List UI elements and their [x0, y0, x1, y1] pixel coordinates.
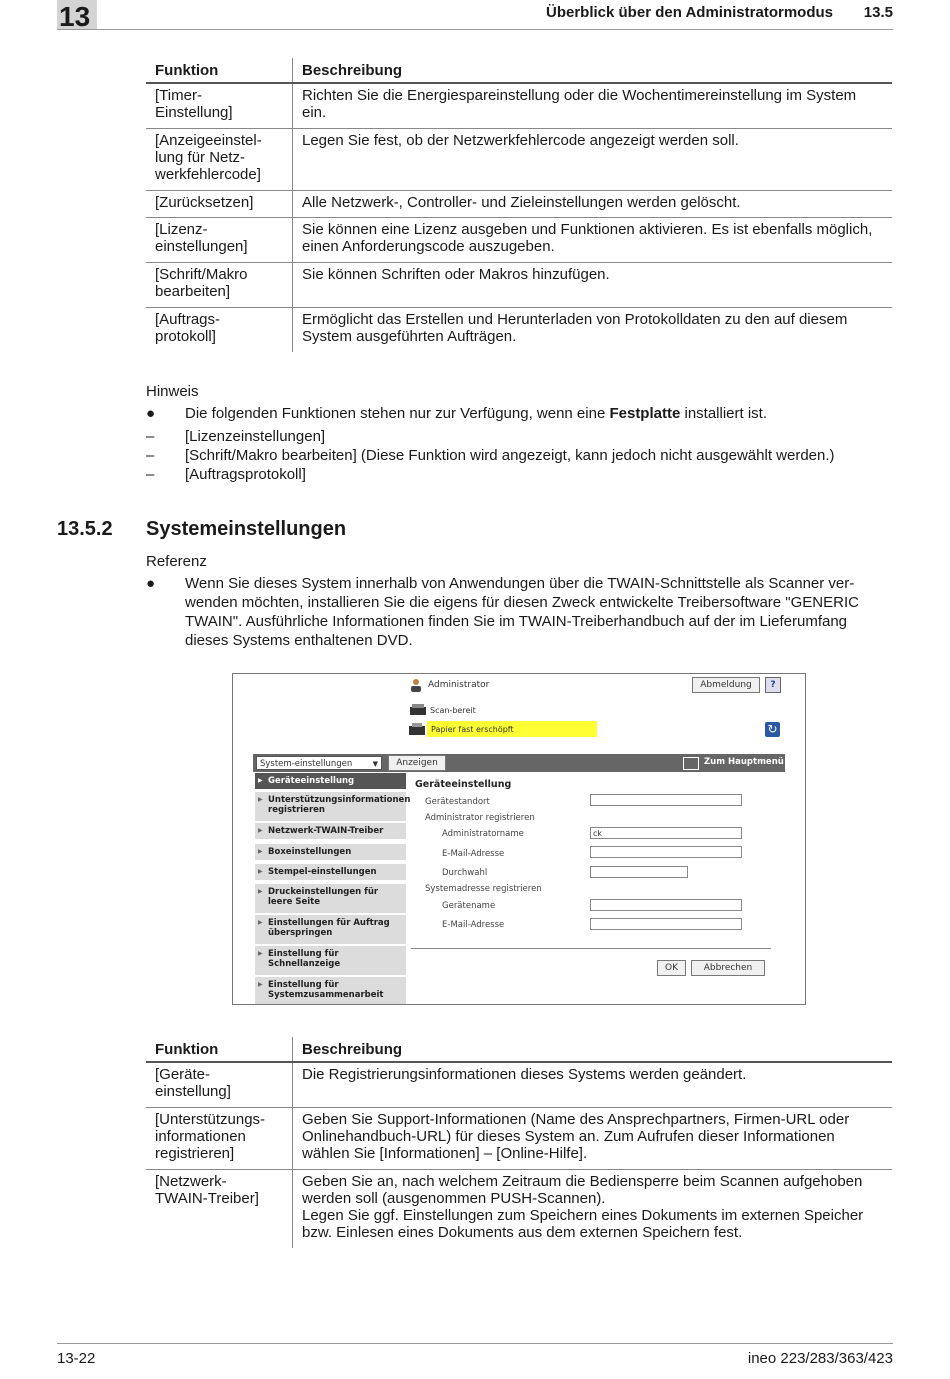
web-ui-screenshot: [232, 673, 806, 1005]
label-system-address: Systemadresse registrieren: [425, 884, 542, 894]
table-row: [Unterstützungs- informationen registrieren] Geben Sie Support-Informationen (Name des Ansprechpartners, Firmen-URL oder Onlinehandbuch-URL) für dieses System an. Zum Aufrufen dieser Informationen wählen Sie [Informationen] – [Online-Hilfe].: [146, 1107, 892, 1169]
bullet-icon: ●: [146, 405, 156, 422]
dash-icon: –: [146, 428, 155, 445]
header-section: 13.5: [863, 4, 893, 21]
help-icon[interactable]: ?: [765, 677, 781, 693]
printer-warning-icon: [408, 722, 426, 736]
col-header-function: Funktion: [146, 1037, 293, 1062]
note-dash-item: [Lizenzeinstellungen]: [185, 428, 326, 445]
section-number: 13.5.2: [57, 518, 113, 540]
device-name-field[interactable]: [590, 899, 742, 911]
label-admin-name: Administratorname: [442, 829, 524, 839]
reference-text: Wenn Sie dieses System innerhalb von Anwendungen über die TWAIN-Schnittstelle als Scanner ver- wenden möchten, installieren Sie die eigens für diesen Zweck entwickelte Treibersoftware "GENERIC TWAIN". Ausführliche Informationen finden Sie im TWAIN-Treiberhandbuch auf der im Lieferumfang dieses Systems enthaltenen DVD.: [185, 575, 859, 649]
nav-item-job-skip[interactable]: ▶ Einstellungen für Auftrag überspringen: [255, 915, 406, 945]
cancel-button[interactable]: Abbrechen: [691, 960, 765, 976]
reference-title: Referenz: [146, 553, 207, 570]
label-email-2: E-Mail-Adresse: [442, 920, 505, 930]
header-rule: [57, 29, 893, 30]
header-title: Überblick über den Administratormodus: [546, 4, 833, 21]
note-dash-item: [Schrift/Makro bearbeiten] (Diese Funktion wird angezeigt, kann jedoch nicht ausgewählt werden.): [185, 447, 835, 464]
label-device-name: Gerätename: [442, 901, 496, 911]
col-header-description: Beschreibung: [293, 1037, 893, 1062]
show-button[interactable]: Anzeigen: [388, 755, 446, 771]
table-row: [Lizenz- einstellungen] Sie können eine Lizenz ausgeben und Funktionen aktivieren. Es ist ebenfalls möglich, einen Anforderungscode auszugeben.: [146, 217, 892, 262]
dash-icon: –: [146, 447, 155, 464]
nav-item-support-info[interactable]: ▶ Unterstützungsinformationen registrieren: [255, 792, 406, 822]
table-row: [Zurücksetzen] Alle Netzwerk-, Controller- und Zieleinstellungen werden gelöscht.: [146, 190, 892, 217]
email-field[interactable]: [590, 846, 742, 858]
page-number: 13-22: [57, 1350, 96, 1367]
admin-name-field[interactable]: ck: [590, 827, 742, 839]
chapter-number: 13: [57, 0, 97, 30]
table-row: [Timer- Einstellung] Richten Sie die Energiespareinstellung oder die Wochentimereinstellung im System ein.: [146, 83, 892, 128]
nav-item-system-cooperation[interactable]: ▶ Einstellung für Systemzusammenarbeit: [255, 977, 406, 1005]
function-table-2: [146, 1037, 892, 1248]
main-menu-link[interactable]: Zum Hauptmenü: [704, 757, 784, 767]
section-title: Systemeinstellungen: [146, 518, 347, 540]
label-location: Gerätestandort: [425, 797, 490, 807]
table-row: [Netzwerk- TWAIN-Treiber] Geben Sie an, nach welchem Zeitraum die Bediensperre beim Scannen aufgehoben werden soll (ausgenommen PUSH-Scannen). Legen Sie ggf. Einstellungen zum Speichern eines Dokuments im externen Speicher bzw. Einlesen eines Dokuments aus dem externen Speichern fest.: [146, 1169, 892, 1248]
table-row: [Auftrags- protokoll] Ermöglicht das Erstellen und Herunterladen von Protokolldaten zu den auf diesem System ausgeführten Aufträgen.: [146, 307, 892, 352]
table-row: [Geräte- einstellung] Die Registrierungsinformationen dieses Systems werden geändert.: [146, 1062, 892, 1107]
location-field[interactable]: [590, 794, 742, 806]
label-admin-register: Administrator registrieren: [425, 813, 535, 823]
note-bullet: Die folgenden Funktionen stehen nur zur Verfügung, wenn eine Festplatte installiert ist.: [185, 405, 768, 422]
admin-label: Administrator: [428, 680, 490, 690]
note-title: Hinweis: [146, 383, 199, 400]
footer-rule: [57, 1343, 893, 1344]
nav-item-blank-page[interactable]: ▶ Druckeinstellungen für leere Seite: [255, 884, 406, 914]
label-email: E-Mail-Adresse: [442, 849, 505, 859]
form-title: Geräteeinstellung: [415, 779, 512, 790]
refresh-icon[interactable]: ↻: [765, 722, 780, 737]
email-field-2[interactable]: [590, 918, 742, 930]
status-paper-low: Papier fast erschöpft: [431, 725, 514, 734]
nav-item-network-twain[interactable]: ▶ Netzwerk-TWAIN-Treiber: [255, 823, 406, 840]
nav-item-box-settings[interactable]: ▶ Boxeinstellungen: [255, 844, 406, 861]
col-header-description: Beschreibung: [293, 58, 893, 83]
product-model: ineo 223/283/363/423: [747, 1350, 893, 1367]
col-header-function: Funktion: [146, 58, 293, 83]
admin-user-icon: [409, 678, 423, 692]
label-extension: Durchwahl: [442, 868, 488, 878]
form-divider: [411, 948, 771, 949]
logout-button[interactable]: Abmeldung: [692, 677, 760, 693]
table-row: [Schrift/Makro bearbeiten] Sie können Schriften oder Makros hinzufügen.: [146, 262, 892, 307]
menu-icon: [683, 757, 699, 770]
status-ready: Scan-bereit: [430, 706, 476, 715]
chevron-down-icon: ▼: [372, 760, 378, 768]
ok-button[interactable]: OK: [657, 960, 686, 976]
table-row: [Anzeigeeinstel- lung für Netz- werkfehlercode] Legen Sie fest, ob der Netzwerkfehlercode angezeigt werden soll.: [146, 128, 892, 190]
nav-item-quick-display[interactable]: ▶ Einstellung für Schnellanzeige: [255, 946, 406, 976]
nav-item-stamp-settings[interactable]: ▶ Stempel-einstellungen: [255, 864, 406, 881]
note-dash-item: [Auftragsprotokoll]: [185, 466, 306, 483]
extension-field[interactable]: [590, 866, 688, 878]
category-select[interactable]: System-einstellungen ▼: [256, 756, 382, 770]
dash-icon: –: [146, 466, 155, 483]
nav-item-device-settings[interactable]: ▶ Geräteeinstellung: [255, 773, 406, 790]
bullet-icon: ●: [146, 575, 156, 592]
function-table-1: [146, 58, 892, 352]
scanner-icon: [409, 704, 427, 716]
